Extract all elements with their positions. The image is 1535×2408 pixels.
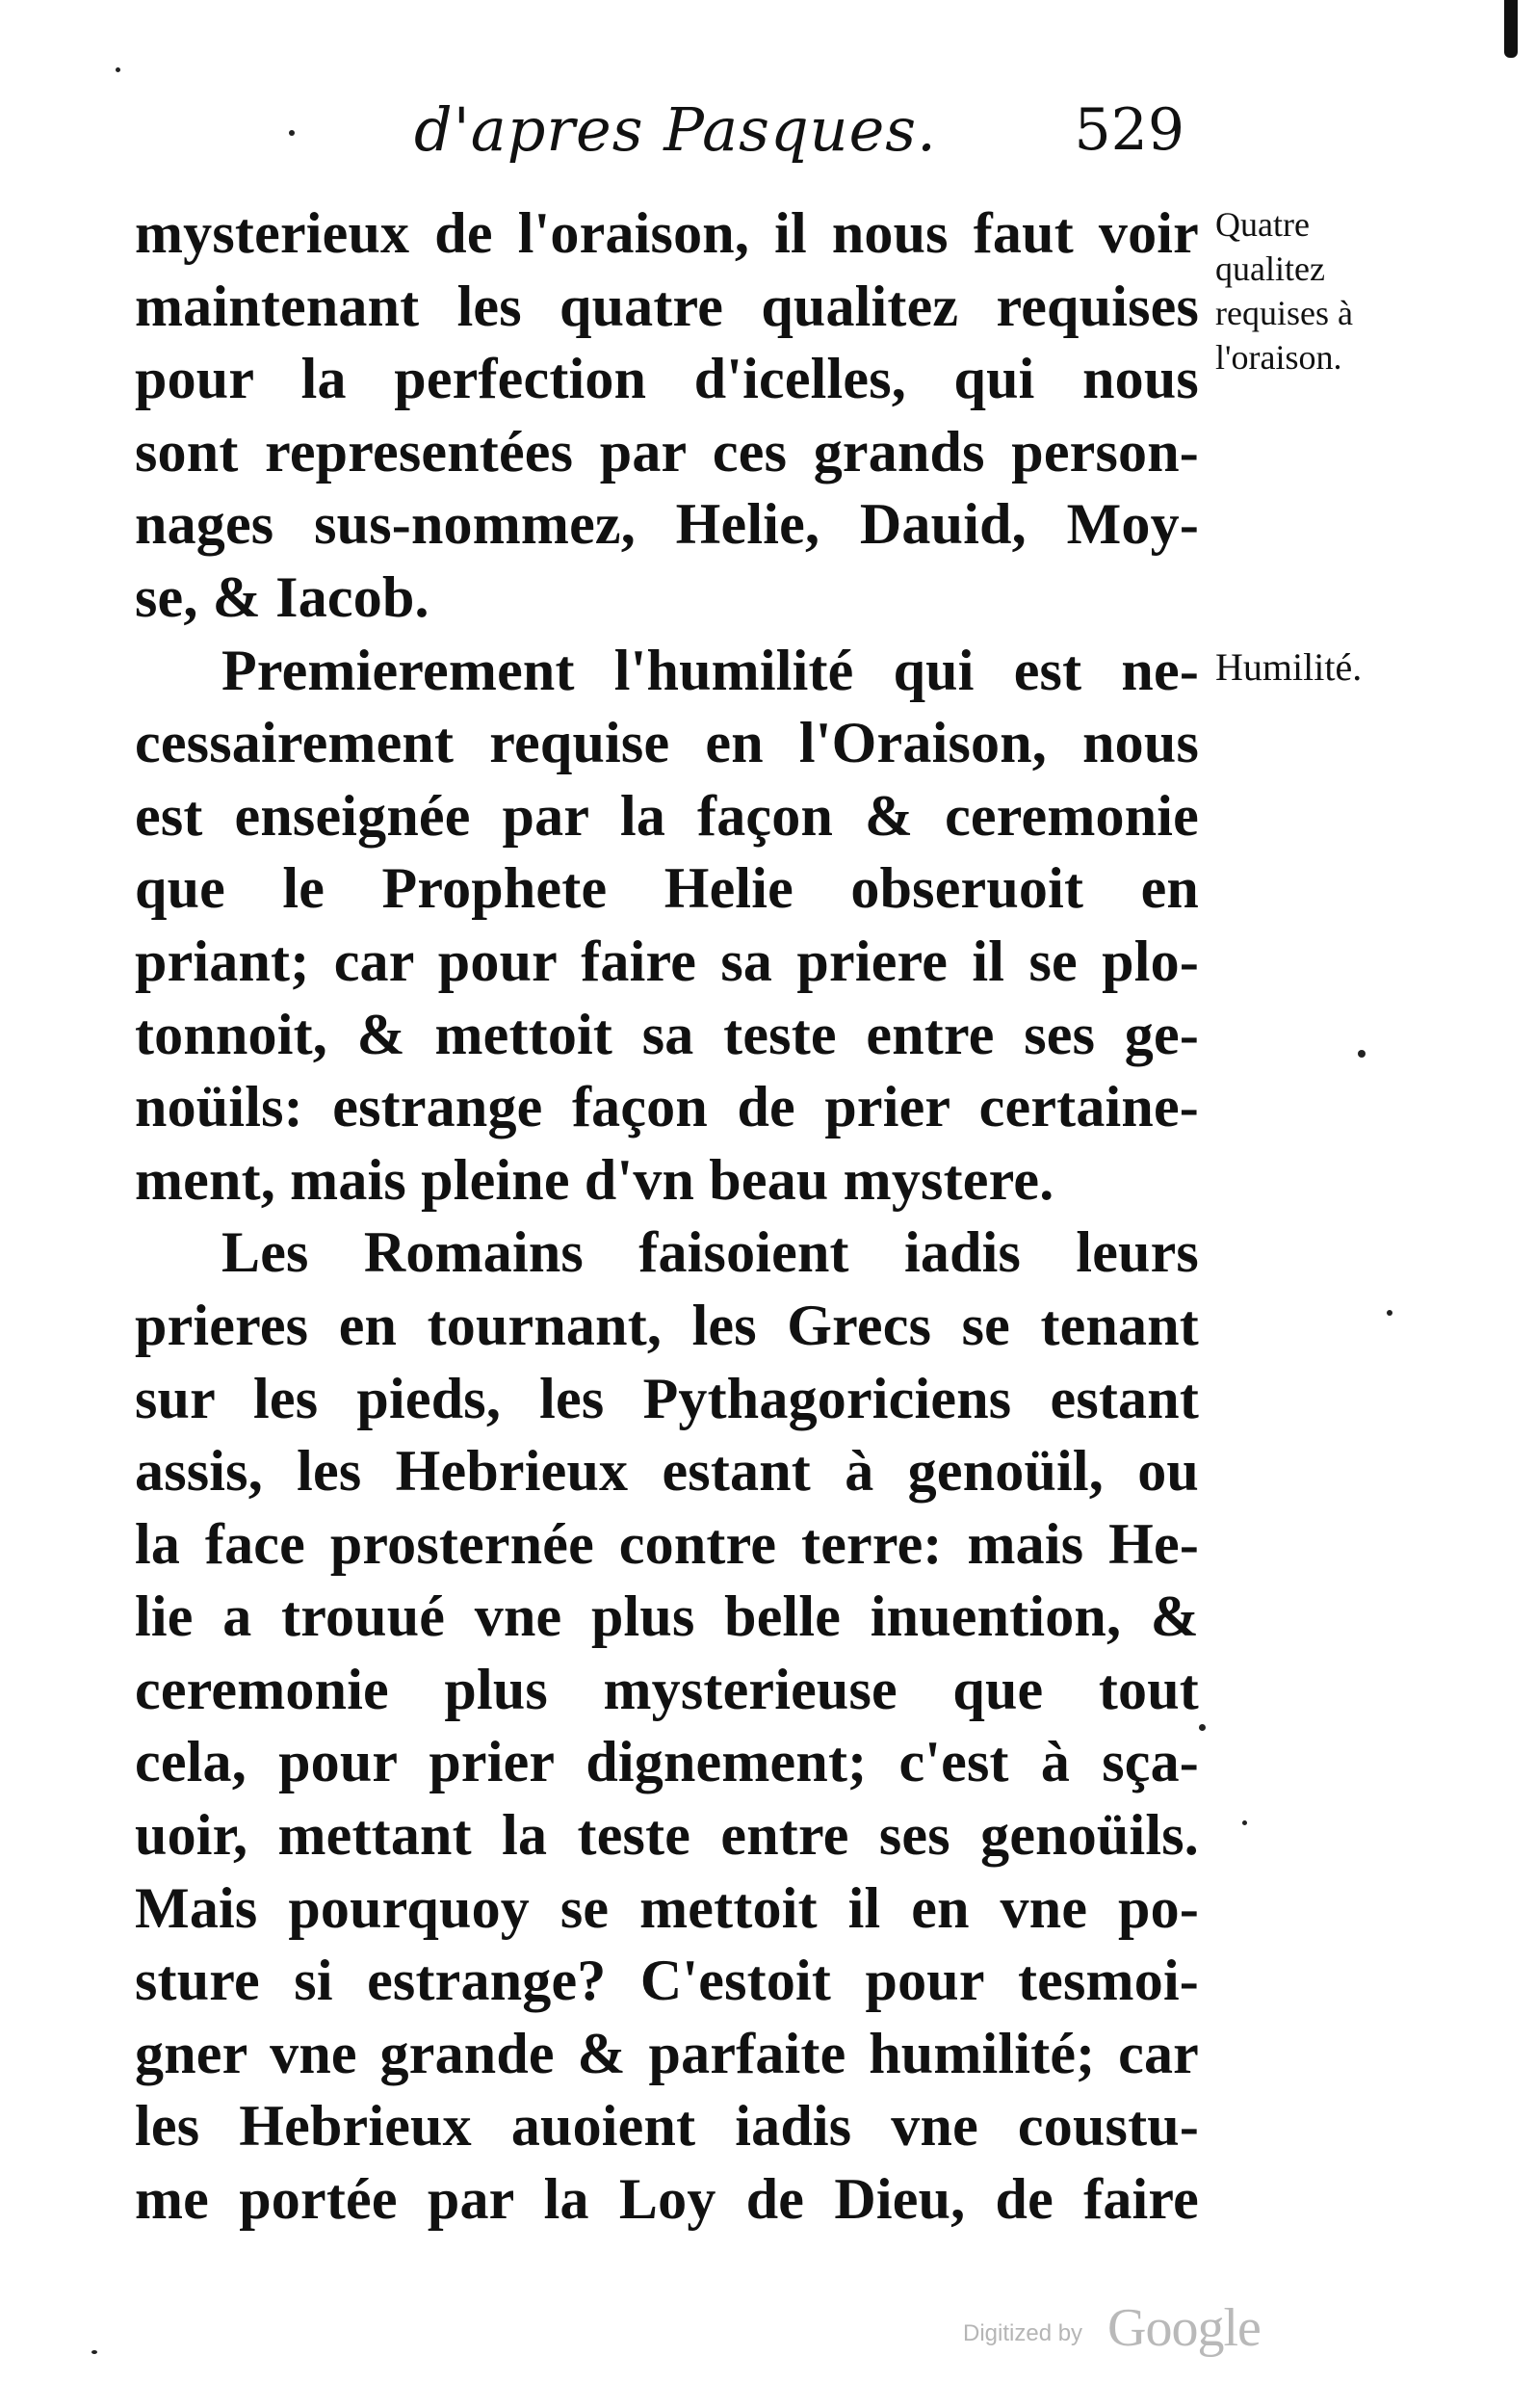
- scan-speck: [1358, 1050, 1366, 1058]
- scan-speck: [91, 2350, 97, 2354]
- text-line: prieres en tournant, les Grecs se tenant: [135, 1293, 1199, 1357]
- text-line: uoir, mettant la teste entre ses genoüils.: [135, 1803, 1199, 1868]
- text-line: que le Prophete Helie obseruoit en: [135, 856, 1199, 921]
- text-line: ment, mais pleine d'vn beau mystere.: [135, 1147, 1054, 1212]
- margin-note-line: l'oraison.: [1215, 338, 1342, 377]
- text-line: sont representées par ces grands person-: [135, 419, 1199, 484]
- scan-speck: [116, 67, 120, 72]
- text-line: tonnoit, & mettoit sa teste entre ses ge-: [135, 1002, 1199, 1066]
- text-line: sture si estrange? C'estoit pour tesmoi-: [135, 1949, 1199, 2013]
- text-line: lie a trouué vne plus belle inuention, &: [135, 1584, 1199, 1649]
- scan-speck: [1387, 1310, 1392, 1316]
- page-edge-shadow: [1504, 0, 1518, 58]
- text-line: Mais pourquoy se mettoit il en vne po-: [135, 1875, 1199, 1940]
- scan-speck: [1242, 1820, 1247, 1825]
- margin-note-line: Quatre: [1215, 205, 1310, 244]
- digitized-watermark: [963, 2297, 1310, 2358]
- scan-speck: [289, 130, 295, 136]
- text-line: maintenant les quatre qualitez requises: [135, 274, 1199, 338]
- running-title: d'apres Pasques.: [414, 94, 937, 165]
- google-logo: Google: [1107, 2298, 1261, 2358]
- margin-note-quatre-qualitez: [1215, 202, 1446, 380]
- text-line: me portée par la Loy de Dieu, de faire: [135, 2167, 1199, 2232]
- text-line: gner vne grande & parfaite humilité; car: [135, 2021, 1199, 2085]
- text-line: mysterieux de l'oraison, il nous faut voir: [135, 201, 1199, 265]
- body-text: [135, 197, 1199, 2237]
- paragraph-start-line: Premierement l'humilité qui est ne-: [221, 638, 1199, 702]
- text-line: ceremonie plus mysterieuse que tout: [135, 1657, 1199, 1721]
- text-line: les Hebrieux auoient iadis vne coustu-: [135, 2094, 1199, 2159]
- text-line: se, & Iacob.: [135, 564, 429, 629]
- text-line: cessairement requise en l'Oraison, nous: [135, 711, 1199, 775]
- margin-note-humilite: Humilité.: [1215, 645, 1363, 689]
- text-line: cela, pour prier dignement; c'est à sça-: [135, 1730, 1199, 1794]
- page-number: 529: [1074, 96, 1184, 164]
- margin-note-line: qualitez: [1215, 249, 1325, 288]
- text-line: pour la perfection d'icelles, qui nous: [135, 347, 1199, 411]
- text-line: est enseignée par la façon & ceremonie: [135, 783, 1199, 848]
- running-head: [414, 94, 1204, 181]
- text-line: la face prosternée contre terre: mais He-: [135, 1511, 1199, 1576]
- digitized-by-label: Digitized by: [963, 2320, 1083, 2346]
- scan-speck: [1199, 1724, 1206, 1731]
- text-line: noüils: estrange façon de prier certaine-: [135, 1075, 1199, 1139]
- text-line: nages sus-nommez, Helie, Dauid, Moy-: [135, 492, 1199, 557]
- text-line: assis, les Hebrieux estant à genoüil, ou: [135, 1439, 1199, 1504]
- text-line: priant; car pour faire sa priere il se plo-: [135, 929, 1199, 993]
- text-line: sur les pieds, les Pythagoriciens estant: [135, 1366, 1199, 1430]
- paragraph-start-line: Les Romains faisoient iadis leurs: [221, 1220, 1199, 1285]
- margin-note-line: requises à: [1215, 294, 1353, 332]
